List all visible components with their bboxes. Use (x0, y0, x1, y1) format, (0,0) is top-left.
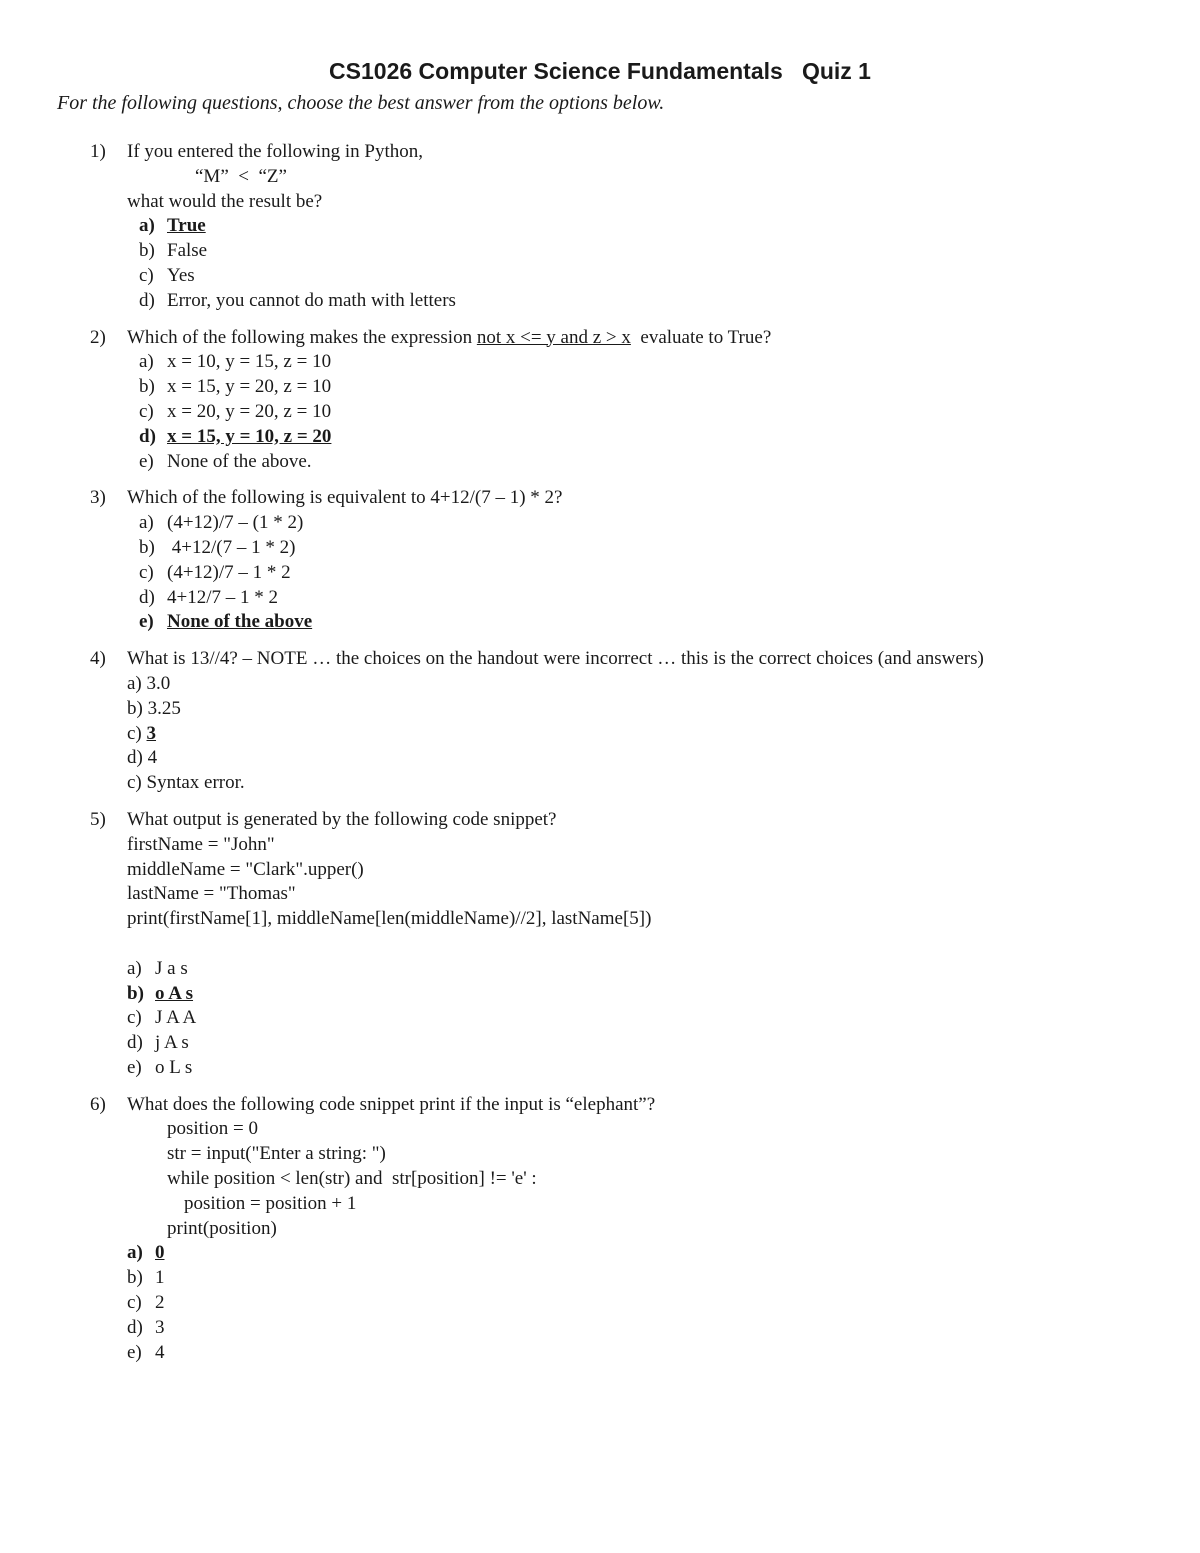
question-number: 3) (90, 487, 106, 509)
spacer (0, 932, 1200, 957)
option-a: a) 3.0 (127, 672, 171, 694)
question-text: What is 13//4? – NOTE … the choices on the handout were incorrect … this is the correct choices (and answers) (127, 648, 984, 670)
option-c: c) x = 20, y = 20, z = 10 (139, 400, 332, 422)
option-e: e) None of the above. (139, 450, 312, 472)
option-c-correct: c) 3 (127, 722, 157, 744)
question-number: 5) (90, 808, 106, 830)
option-c: c) (4+12)/7 – 1 * 2 (139, 561, 291, 583)
option-a-correct: a) True (139, 215, 206, 237)
question-3 (0, 486, 1200, 635)
question-text: what would the result be? (127, 190, 323, 212)
option-b: b) False (139, 240, 208, 262)
option-a: a) J a s (127, 957, 188, 979)
option-e: c) Syntax error. (127, 772, 245, 794)
question-4 (0, 647, 1200, 796)
option-b: b) x = 15, y = 20, z = 10 (139, 376, 332, 398)
option-list (0, 957, 1200, 1081)
option-d: d) 3 (127, 1316, 165, 1338)
option-c: c) Yes (139, 264, 195, 286)
option-e: e) o L s (127, 1056, 193, 1078)
option-c: c) 2 (127, 1292, 165, 1314)
option-list (0, 511, 1200, 635)
option-list (0, 350, 1200, 474)
option-a: a) (4+12)/7 – (1 * 2) (139, 512, 304, 534)
option-c: c) J A A (127, 1007, 197, 1029)
code-line: firstName = "John" (127, 833, 275, 855)
code-line: while position < len(str) and str[position] != 'e' : (167, 1168, 537, 1190)
question-code: “M” < “Z” (195, 165, 287, 187)
question-text: Which of the following makes the expression not x <= y and z > x evaluate to True? (127, 326, 772, 348)
code-line: str = input("Enter a string: ") (167, 1143, 386, 1165)
code-line: print(firstName[1], middleName[len(middleName)//2], lastName[5]) (127, 908, 652, 930)
question-6 (0, 1093, 1200, 1366)
question-number: 2) (90, 326, 106, 348)
option-list (0, 1241, 1200, 1365)
question-number: 4) (90, 648, 106, 670)
option-e: e) 4 (127, 1341, 165, 1363)
expression: not x <= y and z > x (476, 326, 631, 348)
option-a: a) x = 10, y = 15, z = 10 (139, 351, 332, 373)
option-b: b) 4+12/(7 – 1 * 2) (139, 536, 296, 558)
question-2 (0, 326, 1200, 475)
question-text: What does the following code snippet print if the input is “elephant”? (127, 1093, 656, 1115)
question-text: What output is generated by the following code snippet? (127, 808, 557, 830)
option-d: d) 4+12/7 – 1 * 2 (139, 586, 278, 608)
question-1 (0, 140, 1200, 314)
page-title: CS1026 Computer Science Fundamentals Quiz 1 (329, 58, 871, 84)
code-line: position = 0 (167, 1118, 258, 1140)
option-a-correct: a) 0 (127, 1242, 165, 1264)
option-d: d) j A s (127, 1032, 189, 1054)
option-list (0, 672, 1200, 796)
option-d: d) Error, you cannot do math with letters (139, 289, 456, 311)
question-text: Which of the following is equivalent to 4+12/(7 – 1) * 2? (127, 487, 563, 509)
option-e-correct: e) None of the above (139, 611, 313, 633)
instructions: For the following questions, choose the best answer from the options below. (57, 92, 665, 114)
code-line: print(position) (167, 1217, 277, 1239)
option-b: b) 3.25 (127, 697, 181, 719)
option-b-correct: b) o A s (127, 982, 194, 1004)
question-5 (0, 808, 1200, 1081)
option-b: b) 1 (127, 1267, 165, 1289)
option-list (0, 214, 1200, 313)
question-text: If you entered the following in Python, (127, 141, 424, 162)
code-line: lastName = "Thomas" (127, 883, 296, 905)
question-list (0, 140, 1200, 1377)
code-line: middleName = "Clark".upper() (127, 858, 364, 880)
option-d: d) 4 (127, 747, 158, 769)
code-line: position = position + 1 (184, 1192, 357, 1214)
question-number: 1) (90, 141, 106, 162)
option-d-correct: d) x = 15, y = 10, z = 20 (139, 425, 332, 447)
question-number: 6) (90, 1093, 106, 1115)
